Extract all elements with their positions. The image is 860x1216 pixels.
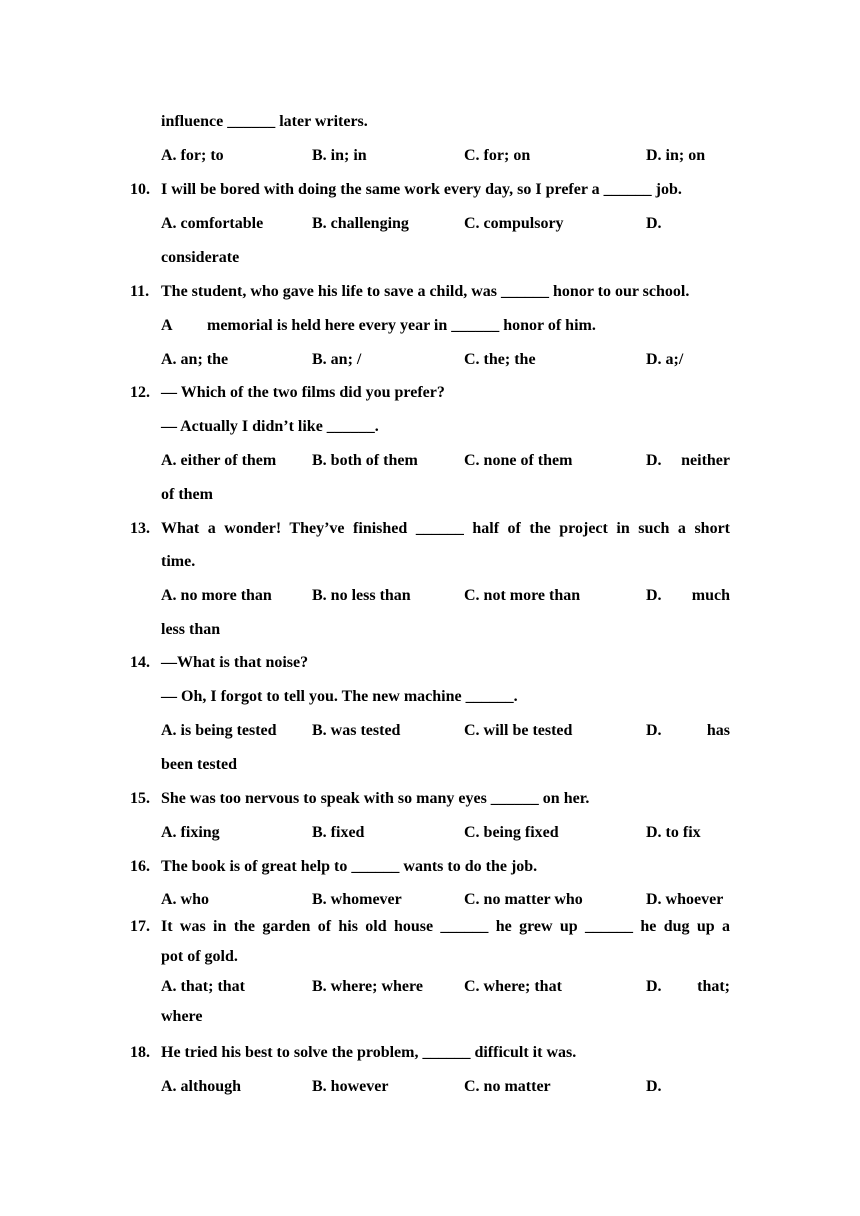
question-17-options [0, 976, 860, 998]
dialogue-line-2: — Actually I didn’t like ______. [161, 418, 379, 435]
question-13 [0, 518, 860, 540]
option-a: A. for; to [161, 147, 224, 164]
option-c: C. none of them [464, 452, 573, 469]
option-b: B. whomever [312, 891, 402, 908]
option-b: B. no less than [312, 587, 411, 604]
option-b: B. an; / [312, 351, 362, 368]
stem-text: He tried his best to solve the problem, ______ difficult it was. [161, 1044, 577, 1061]
question-10 [0, 179, 860, 201]
option-d: D. to fix [646, 824, 701, 841]
question-13-stem-continuation [0, 551, 860, 573]
question-17 [0, 916, 860, 938]
question-number: 18. [130, 1044, 150, 1061]
question-12-reply [0, 416, 860, 438]
question-12-option-continuation [0, 484, 860, 506]
option-a: A. an; the [161, 351, 229, 368]
stem-continuation: time. [161, 553, 196, 570]
option-c: C. compulsory [464, 215, 564, 232]
option-d-continuation: less than [161, 621, 221, 638]
option-c: C. being fixed [464, 824, 559, 841]
stem-text: influence ______ later writers. [161, 113, 368, 130]
question-number: 15. [130, 790, 150, 807]
question-18 [0, 1042, 860, 1064]
option-d-continuation: where [161, 1008, 203, 1025]
question-14 [0, 652, 860, 674]
stem-text: The student, who gave his life to save a child, was ______ honor to our school. [161, 283, 690, 300]
option-a: A. is being tested [161, 722, 277, 739]
option-a: A. either of them [161, 452, 277, 469]
question-13-options [0, 585, 860, 607]
option-d: D. in; on [646, 147, 706, 164]
question-13-option-continuation [0, 619, 860, 641]
option-b: B. where; where [312, 978, 423, 995]
option-a: A. who [161, 891, 210, 908]
option-b: B. both of them [312, 452, 418, 469]
stem-continuation: pot of gold. [161, 948, 238, 965]
question-number: 14. [130, 654, 150, 671]
question-number: 13. [130, 520, 150, 537]
question-17-option-continuation [0, 1006, 860, 1028]
question-9-continuation [0, 111, 860, 133]
question-9-options [0, 145, 860, 167]
option-d: D. has [646, 722, 730, 739]
question-14-reply [0, 686, 860, 708]
stem-text-2: memorial is held here every year in ______ honor of him. [207, 317, 596, 334]
question-11 [0, 281, 860, 303]
option-b: B. however [312, 1078, 389, 1095]
option-b: B. challenging [312, 215, 409, 232]
option-c: C. for; on [464, 147, 531, 164]
option-c: C. no matter [464, 1078, 551, 1095]
question-16-options [0, 889, 860, 911]
option-c: C. the; the [464, 351, 536, 368]
option-d: D. much [646, 587, 730, 604]
option-c: C. not more than [464, 587, 581, 604]
option-d: D. [646, 1078, 662, 1095]
question-12 [0, 382, 860, 404]
question-number: 16. [130, 858, 150, 875]
stem-text: It was in the garden of his old house ______ he grew up ______ he dug up a [161, 918, 730, 935]
option-a: A. comfortable [161, 215, 264, 232]
question-11-options [0, 349, 860, 371]
stem-text: What a wonder! They’ve finished ______ half of the project in such a short [161, 520, 730, 537]
option-d: D. a;/ [646, 351, 684, 368]
question-10-options [0, 213, 860, 235]
dialogue-line-1: — Which of the two films did you prefer? [161, 384, 445, 401]
option-c: C. no matter who [464, 891, 583, 908]
dialogue-line-1: —What is that noise? [161, 654, 309, 671]
question-number: 10. [130, 181, 150, 198]
stem-text: I will be bored with doing the same work every day, so I prefer a ______ job. [161, 181, 682, 198]
option-c: C. will be tested [464, 722, 573, 739]
question-number: 17. [130, 918, 150, 935]
question-15-options [0, 822, 860, 844]
question-14-option-continuation [0, 754, 860, 776]
option-b: B. in; in [312, 147, 367, 164]
option-d-continuation: been tested [161, 756, 237, 773]
question-11-second-sentence [0, 315, 860, 337]
option-a: A. although [161, 1078, 242, 1095]
option-d: D. neither [646, 452, 730, 469]
stem-text: The book is of great help to ______ wants to do the job. [161, 858, 538, 875]
question-16 [0, 856, 860, 878]
dialogue-line-2: — Oh, I forgot to tell you. The new machine ______. [161, 688, 518, 705]
question-18-options [0, 1076, 860, 1098]
option-a: A. that; that [161, 978, 245, 995]
question-15 [0, 788, 860, 810]
option-d: D. that; [646, 978, 730, 995]
option-d-continuation: of them [161, 486, 213, 503]
question-12-options [0, 450, 860, 472]
option-d: D. [646, 215, 662, 232]
stem-text: She was too nervous to speak with so many eyes ______ on her. [161, 790, 590, 807]
option-a: A. no more than [161, 587, 272, 604]
option-d: D. whoever [646, 891, 724, 908]
option-b: B. was tested [312, 722, 401, 739]
question-17-stem-continuation [0, 946, 860, 968]
question-14-options [0, 720, 860, 742]
question-10-option-continuation [0, 247, 860, 269]
question-number: 11. [130, 283, 150, 300]
option-d-continuation: considerate [161, 249, 240, 266]
option-b: B. fixed [312, 824, 365, 841]
question-number: 12. [130, 384, 150, 401]
option-a: A. fixing [161, 824, 220, 841]
stem-article: A [161, 317, 173, 334]
option-c: C. where; that [464, 978, 562, 995]
